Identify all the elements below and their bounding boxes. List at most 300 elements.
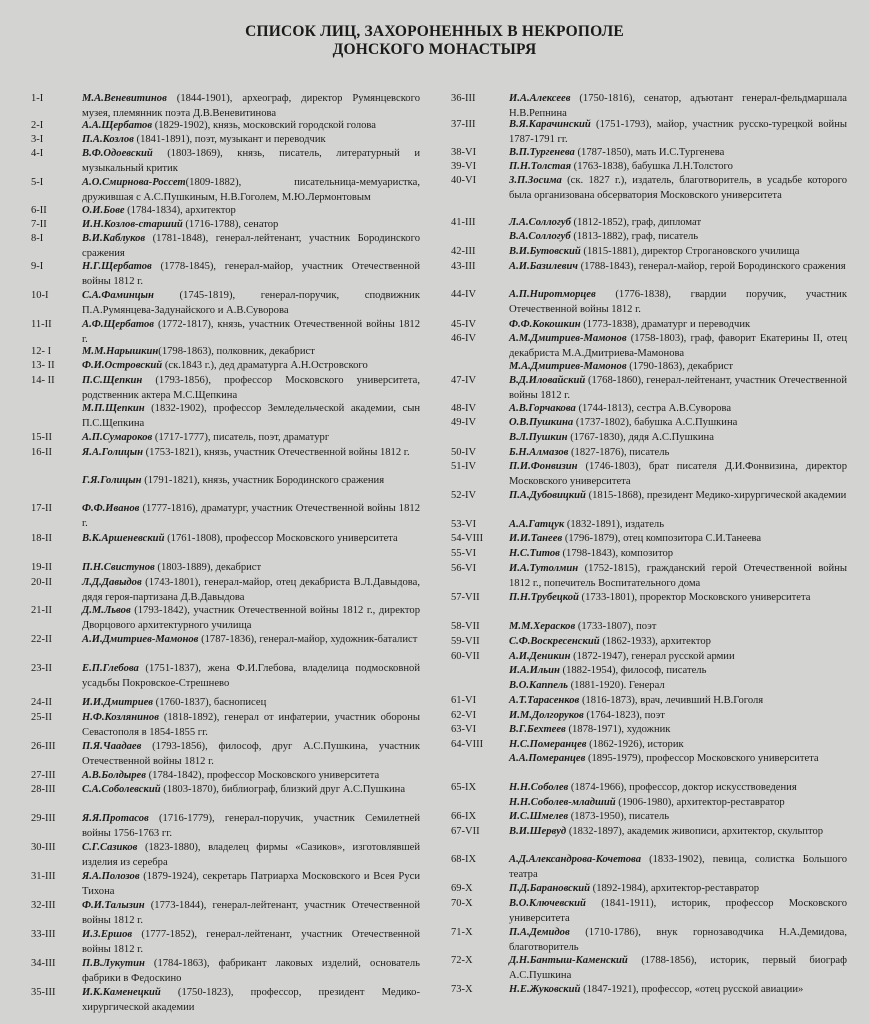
person-name: И.Н.Козлов-старший [82,219,183,230]
burial-entry [447,781,847,796]
grave-number: 6-II [31,205,47,216]
burial-entry [22,232,420,261]
grave-number: 23-II [31,663,52,674]
entry-text [509,416,847,431]
grave-number: 13- II [31,360,55,371]
person-description: (1832-1897), академик живописи, архитектор, скульптор [566,826,824,837]
person-name: А.Д.Александрова-Кочетова [509,854,641,865]
person-name: П.Н.Толстая [509,161,572,172]
burial-entry [447,288,847,317]
person-name: М.М.Нарышкин [82,346,159,357]
burial-entry [447,738,847,753]
burial-entry [22,204,420,219]
person-name: П.В.Лукутин [82,958,145,969]
person-name: С.А.Фаминцын [82,290,154,301]
entry-text [82,446,420,461]
person-name: Н.С.Померанцев [509,739,587,750]
person-name: О.И.Бове [82,205,125,216]
burial-entry [447,635,847,650]
entry-text [82,711,420,740]
grave-number: 44-IV [451,289,477,300]
entry-text [509,723,847,738]
grave-number: 56-VI [451,563,477,574]
entry-text [509,318,847,333]
burial-entry [22,870,420,899]
grave-number: 15-II [31,432,52,443]
burial-entry [447,92,847,121]
person-description: (1772-1817), князь, участник Отечественной войны 1812 г. [82,319,420,345]
grave-number: 25-II [31,712,52,723]
burial-entry [22,812,420,841]
person-description: (1788-1843), генерал-майор, герой Бородинского сражения [577,261,846,272]
person-description: (1745-1819), генерал-поручик, сподвижник П.А.Румянцева-Задунайского и А.В.Суворова [82,290,420,316]
person-name: В.Д.Иловайский [509,375,586,386]
burial-entry [22,502,420,531]
burial-entry [447,650,847,665]
person-description: (1717-1777), писатель, поэт, драматург [152,432,330,443]
entry-text [82,561,420,576]
person-description: (1791-1821), князь, участник Бородинского сражения [141,475,385,486]
entry-text [82,532,420,547]
entry-text [82,928,420,957]
entry-text [509,825,847,840]
person-description: (1809-1882), писательница-мемуаристка, дружившая с А.С.Пушкиным, Н.В.Гоголем, М.Ю.Лермонтовым [82,177,420,203]
person-description: (1803-1889), декабрист [154,562,262,573]
person-description: (1710-1786), внук горнозаводчика Н.А.Демидова, благотворитель [509,927,847,953]
person-name: П.Н.Трубецкой [509,592,579,603]
grave-number: 26-III [31,741,56,752]
burial-entry [22,345,420,360]
list-title-line-1: СПИСОК ЛИЦ, ЗАХОРОНЕННЫХ В НЕКРОПОЛЕ [245,23,624,40]
person-description: (1841-1911), историк, профессор Московского университета [509,898,847,924]
person-name: А.В.Горчакова [509,403,576,414]
entry-text [509,160,847,175]
person-description: (1841-1891), поэт, музыкант и переводчик [133,134,326,145]
person-name: З.П.Зосима [509,175,562,186]
grave-number: 52-IV [451,490,477,501]
person-description: (1760-1837), баснописец [153,697,267,708]
entry-text [509,260,847,275]
person-name: И.К.Каменецкий [82,987,161,998]
person-description: (1776-1838), гвардии поручик, участник Отечественной войны 1812 г. [509,289,847,315]
entry-text [82,402,420,431]
person-name: Л.Д.Давыдов [82,577,142,588]
burial-entry [447,897,847,926]
burial-entry [447,926,847,955]
burial-entry [447,245,847,260]
person-name: И.А.Алексеев [509,93,571,104]
grave-number: 62-VI [451,710,477,721]
person-description: (1746-1803), брат писателя Д.И.Фонвизина, директор Московского университета [509,461,847,487]
person-description: (1892-1984), архитектор-реставратор [590,883,760,894]
grave-number: 29-III [31,813,56,824]
person-name: М.А.Веневитинов [82,93,167,104]
person-description: (1743-1801), генерал-майор, отец декабриста В.Л.Давыдова, дядя героя-партизана Д.В.Давыдова [82,577,420,603]
entry-text [82,957,420,986]
person-name: И.З.Ершов [82,929,133,940]
person-name: Е.П.Глебова [82,663,139,674]
entry-text [82,133,420,148]
grave-number: 57-VII [451,592,480,603]
grave-number: 8-I [31,233,44,244]
burial-entry [447,983,847,998]
burial-entry [447,360,847,375]
entry-text [82,289,420,318]
person-name: А.П.Ниротморцев [509,289,596,300]
person-description: (1778-1845), генерал-майор, участник Отечественной войны 1812 г. [82,261,420,287]
burial-entry [22,740,420,769]
grave-number: 35-III [31,987,56,998]
grave-number: 67-VII [451,826,480,837]
burial-entry [447,591,847,606]
entry-text [82,604,420,633]
person-description: (1750-1816), сенатор, адъютант генерал-фельдмаршала Н.В.Репнина [509,93,847,119]
entry-text [509,591,847,606]
person-description: (1790-1863), декабрист [626,361,733,372]
entry-text [82,260,420,289]
grave-number: 43-III [451,261,476,272]
person-description: (1878-1971), художник [565,724,671,735]
person-name: И.М.Долгоруков [509,710,584,721]
person-description: (1816-1873), врач, лечивший Н.В.Гоголя [579,695,764,706]
grave-number: 69-X [451,883,473,894]
entry-text [509,853,847,882]
entry-text [509,983,847,998]
entry-text [509,118,847,147]
person-description: (1744-1813), сестра А.В.Суворова [575,403,732,414]
burial-entry [447,460,847,489]
grave-number: 39-VI [451,161,477,172]
person-description: (1777-1852), генерал-лейтенант, участник Отечественной войны 1812 г. [82,929,420,955]
person-name: А.И.Дмитриев-Мамонов [82,634,199,645]
grave-number: 18-II [31,533,52,544]
person-name: Н.Ф.Козлянинов [82,712,159,723]
person-description: (1784-1834), архитектор [124,205,236,216]
person-description: (1752-1815), гражданский герой Отечественной войны 1812 г., попечитель Воспитательного дома [509,563,847,589]
entry-text [509,738,847,753]
grave-number: 64-VIII [451,739,484,750]
person-description: (1833-1902), певица, солистка Большого театра [509,854,847,880]
grave-number: 14- II [31,375,55,386]
entry-text [509,620,847,635]
grave-number: 4-I [31,148,44,159]
burial-entry [447,416,847,431]
person-description: (ск. 1827 г.), издатель, благотворитель, в усадьбе которого была организована обсерватория Московского университета [509,175,847,201]
person-name: В.О.Ключевский [509,898,586,909]
burial-entry [22,561,420,576]
burial-entry [22,532,420,547]
person-description: (1798-1843), композитор [559,548,674,559]
person-name: П.Д.Барановский [509,883,591,894]
person-description: (1793-1842), участник Отечественной войны 1812 г., директор Дворцового архитектурного училища [82,605,420,631]
burial-entry [447,431,847,446]
burial-entry [447,518,847,533]
person-name: А.П.Сумароков [82,432,153,443]
person-description: (ск.1843 г.), дед драматурга А.Н.Островского [162,360,368,371]
entry-text [82,204,420,219]
person-description: (1733-1801), проректор Московского университета [578,592,811,603]
burial-entry [447,825,847,840]
person-description: (1847-1921), профессор, «отец русской авиации» [580,984,804,995]
grave-number: 37-III [451,119,476,130]
grave-number: 48-IV [451,403,477,414]
burial-entry [447,402,847,417]
person-name: П.А.Демидов [509,927,570,938]
burial-entry [447,318,847,333]
burial-entry [447,146,847,161]
grave-number: 20-II [31,577,52,588]
entry-text [82,218,420,233]
person-description: (1829-1902), князь, московский городской голова [152,120,376,131]
burial-entry [447,709,847,724]
grave-number: 2-I [31,120,44,131]
person-name: И.С.Шмелев [509,811,569,822]
person-name: П.Н.Свистунов [82,562,155,573]
grave-number: 16-II [31,447,52,458]
burial-entry [447,810,847,825]
grave-number: 71-X [451,927,473,938]
entry-text [509,882,847,897]
burial-entry [22,402,420,431]
burial-entry [447,547,847,562]
person-description: (1787-1836), генерал-майор, художник-баталист [198,634,418,645]
person-name: П.А.Дубовицкий [509,490,586,501]
grave-number: 51-IV [451,461,477,472]
entry-text [509,954,847,983]
burial-entry [447,679,847,694]
entry-text [509,216,847,231]
burial-entry [22,576,420,605]
entry-text [82,633,420,648]
entry-text [509,92,847,121]
entry-text [82,986,420,1015]
entry-text [82,783,420,798]
entry-text [82,502,420,531]
grave-number: 40-VI [451,175,477,186]
grave-number: 10-I [31,290,49,301]
grave-number: 19-II [31,562,52,573]
person-name: И.А.Ильин [509,665,560,676]
burial-entry [447,694,847,709]
grave-number: 50-IV [451,447,477,458]
entry-text [82,870,420,899]
person-name: Я.Я.Протасов [82,813,149,824]
person-name: А.И.Деникин [509,651,571,662]
person-description: (1803-1869), князь, писатель, литературный и музыкальный критик [82,148,420,174]
grave-number: 9-I [31,261,44,272]
person-description: (1773-1844), генерал-лейтенант, участник Отечественной войны 1812 г. [82,900,420,926]
entry-text [509,174,847,203]
person-description: (1812-1852), граф, дипломат [570,217,702,228]
person-name: А.Ф.Щербатов [82,319,155,330]
person-name: Н.Н.Соболев [509,782,569,793]
burial-entry [22,662,420,691]
person-description: (1733-1807), поэт [575,621,657,632]
grave-number: 58-VII [451,621,480,632]
person-description: (1882-1954), философ, писатель [559,665,707,676]
entry-text [509,146,847,161]
person-description: (1777-1816), драматург, участник Отечественной войны 1812 г. [82,503,420,529]
burial-entry [22,711,420,740]
person-name: В.П.Тургенева [509,147,575,158]
grave-number: 46-IV [451,333,477,344]
burial-entry [22,119,420,134]
grave-number: 45-IV [451,319,477,330]
person-description: (1781-1848), генерал-лейтенант, участник Бородинского сражения [82,233,420,259]
entry-text [82,474,420,489]
burial-entry [447,216,847,231]
entry-text [509,897,847,926]
entry-text [82,359,420,374]
burial-entry [447,160,847,175]
entry-text [82,147,420,176]
entry-text [82,345,420,360]
person-description: (1784-1842), профессор Московского университета [145,770,380,781]
grave-number: 27-III [31,770,56,781]
grave-number: 12- I [31,346,52,357]
burial-entry [447,332,847,361]
person-description: (1751-1837), жена Ф.И.Глебова, владелица подмосковной усадьбы Покровское-Стрешнево [82,663,420,689]
person-name: П.С.Щепкин [82,375,143,386]
entry-text [82,812,420,841]
grave-number: 33-III [31,929,56,940]
burial-entry [22,176,420,205]
grave-number: 41-III [451,217,476,228]
person-name: М.П.Щепкин [82,403,145,414]
burial-entry [22,899,420,928]
entry-text [509,332,847,361]
grave-number: 47-IV [451,375,477,386]
person-name: П.И.Фонвизин [509,461,578,472]
entry-text [509,810,847,825]
grave-number: 30-III [31,842,56,853]
entry-text [82,232,420,261]
person-description: (1788-1856), историк, первый биограф А.С.Пушкина [509,955,847,981]
person-name: М.А.Дмитриев-Мамонов [509,361,627,372]
person-name: Н.Н.Соболев-младший [509,797,616,808]
burial-entry [22,218,420,233]
person-description: (1813-1882), граф, писатель [570,231,699,242]
entry-text [509,926,847,955]
person-description: (1874-1966), профессор, доктор искусствоведения [568,782,797,793]
entry-text [82,769,420,784]
burial-entry [22,957,420,986]
person-name: А.А.Померанцев [509,753,586,764]
entry-text [509,650,847,665]
person-description: (1793-1856), философ, друг А.С.Пушкина, участник Отечественной войны 1812 г. [82,741,420,767]
grave-number: 68-IX [451,854,477,865]
person-description: (1716-1788), сенатор [182,219,279,230]
burial-entry [22,374,420,403]
person-name: Ф.Ф.Кокошкин [509,319,581,330]
burial-entry [22,986,420,1015]
burial-entry [22,696,420,711]
grave-number: 54-VIII [451,533,484,544]
person-name: Ф.Ф.Иванов [82,503,140,514]
entry-text [82,740,420,769]
grave-number: 36-III [451,93,476,104]
person-name: Ф.И.Талызин [82,900,145,911]
person-description: (1844-1901), археограф, директор Румянцевского музея, племянник поэта Д.В.Веневитинова [82,93,420,119]
person-name: Л.А.Соллогуб [509,217,571,228]
person-description: (1798-1863), полковник, декабрист [158,346,315,357]
grave-number: 17-II [31,503,52,514]
person-description: (1823-1880), владелец фирмы «Сазиков», изготовлявшей изделия из серебра [82,842,420,868]
person-description: (1716-1779), генерал-поручик, участник Семилетней войны 1756-1763 гг. [82,813,420,839]
entry-text [509,547,847,562]
entry-text [509,781,847,796]
person-name: Н.Е.Жуковский [509,984,581,995]
entry-text [509,679,847,694]
person-description: (1827-1876), писатель [568,447,670,458]
entry-text [509,460,847,489]
person-description: (1787-1850), мать И.С.Тургенева [574,147,725,158]
grave-number: 42-III [451,246,476,257]
entry-text [509,664,847,679]
person-name: П.А.Козлов [82,134,134,145]
burial-entry [22,633,420,648]
person-name: Н.С.Титов [509,548,560,559]
person-name: А.Т.Тарасенков [509,695,580,706]
entry-text [509,694,847,709]
grave-number: 28-III [31,784,56,795]
person-description: (1758-1803), граф, фаворит Екатерины II, отец декабриста М.А.Дмитриева-Мамонова [509,333,847,359]
person-name: В.Л.Пушкин [509,432,568,443]
entry-text [82,431,420,446]
person-name: Д.М.Львов [82,605,131,616]
entry-text [509,489,847,504]
person-name: А.О.Смирнова-Россет [82,177,186,188]
burial-entry [447,174,847,203]
grave-number: 21-II [31,605,52,616]
grave-number: 59-VII [451,636,480,647]
grave-number: 61-VI [451,695,477,706]
burial-entry [447,796,847,811]
entry-text [509,446,847,461]
person-name: П.Я.Чаадаев [82,741,142,752]
grave-number: 22-II [31,634,52,645]
person-description: (1796-1879), отец композитора С.И.Танеева [562,533,762,544]
person-description: (1767-1830), дядя А.С.Пушкина [567,432,714,443]
person-description: (1737-1802), бабушка А.С.Пушкина [573,417,738,428]
person-name: Д.Н.Бантыш-Каменский [509,955,628,966]
burial-entry [22,841,420,870]
burial-entry [22,928,420,957]
person-name: Н.Г.Щербатов [82,261,152,272]
person-name: А.В.Болдырев [82,770,146,781]
person-name: С.А.Соболевский [82,784,161,795]
person-name: В.А.Соллогуб [509,231,571,242]
person-description: (1832-1891), издатель [564,519,665,530]
person-description: (1873-1950), писатель [568,811,670,822]
list-title-line-2: ДОНСКОГО МОНАСТЫРЯ [332,41,537,58]
person-description: (1751-1793), майор, участник русско-турецкой войны 1787-1791 гг. [509,119,847,145]
entry-text [82,662,420,691]
person-name: А.М.Дмитриев-Мамонов [509,333,627,344]
grave-number: 34-III [31,958,56,969]
grave-number: 60-VII [451,651,480,662]
person-name: В.Г.Бехтеев [509,724,566,735]
person-description: (1763-1838), бабушка Л.Н.Толстого [571,161,733,172]
entry-text [509,402,847,417]
burial-entry [447,954,847,983]
grave-number: 5-I [31,177,44,188]
entry-text [509,532,847,547]
person-name: А.А.Гатцук [509,519,565,530]
person-description: (1872-1947), генерал русской армии [570,651,735,662]
burial-entry [447,260,847,275]
grave-number: 11-II [31,319,52,330]
